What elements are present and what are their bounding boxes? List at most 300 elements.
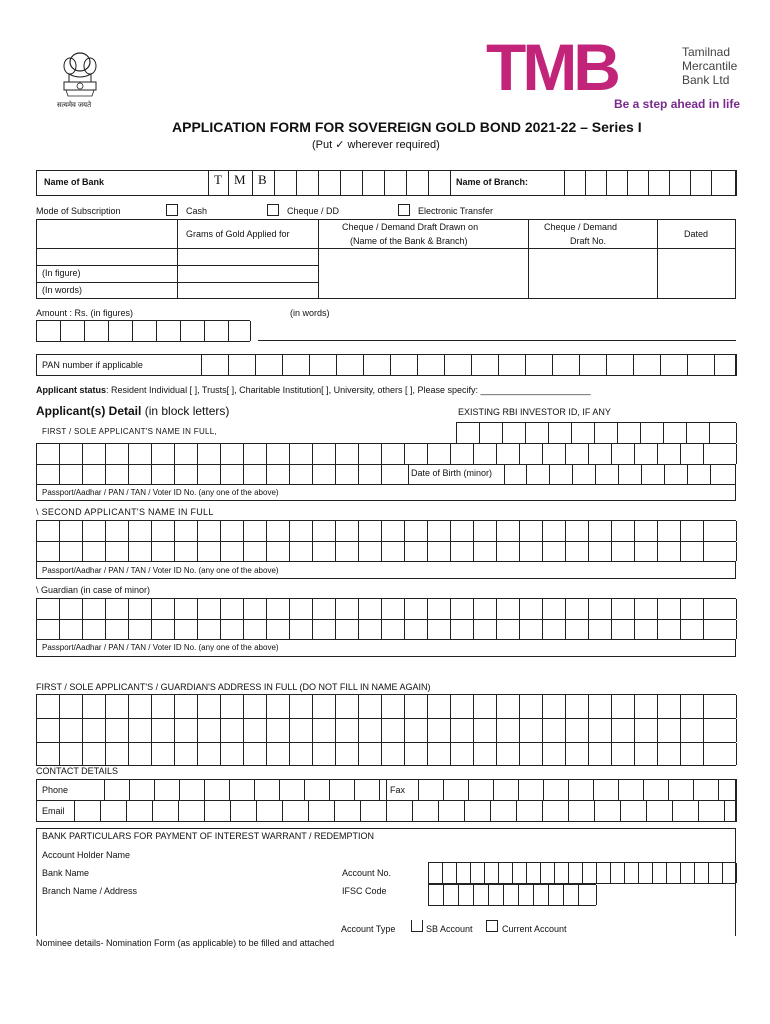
input-cell[interactable] [444,885,459,905]
input-cell[interactable] [413,800,439,822]
input-cell[interactable] [649,170,670,196]
input-cell[interactable] [419,779,444,801]
input-cell[interactable] [704,620,737,639]
input-cell[interactable] [635,620,658,639]
input-cell[interactable] [290,695,313,718]
input-cell[interactable] [569,863,583,883]
input-cell[interactable] [198,719,221,742]
input-cell[interactable] [625,863,639,883]
input-cell[interactable] [60,444,83,464]
input-cell[interactable] [130,779,155,801]
input-cell[interactable] [129,695,152,718]
input-cell[interactable] [407,171,429,195]
input-cell[interactable] [106,743,129,765]
input-cell[interactable] [459,885,474,905]
input-cell[interactable] [573,465,596,484]
input-cell[interactable] [313,542,336,561]
input-cell[interactable] [658,743,681,765]
input-cell[interactable] [595,800,621,822]
input-cell[interactable] [198,542,221,561]
input-cell[interactable] [589,743,612,765]
input-cell[interactable] [494,779,519,801]
input-cell[interactable] [520,743,543,765]
input-cell[interactable] [451,521,474,541]
input-cell[interactable] [405,542,428,561]
input-cell[interactable] [688,354,715,376]
input-cell[interactable] [704,542,737,561]
input-cell[interactable] [60,719,83,742]
input-cell[interactable] [543,444,566,464]
input-cell[interactable] [489,885,504,905]
input-cell[interactable] [37,465,60,484]
input-cell[interactable] [205,779,230,801]
input-cell[interactable] [715,354,737,376]
input-cell[interactable] [520,542,543,561]
input-cell[interactable] [612,620,635,639]
input-cell[interactable] [527,863,541,883]
input-cell[interactable] [611,863,625,883]
input-cell[interactable] [313,521,336,541]
dob-boxes[interactable] [504,464,736,485]
input-cell[interactable] [612,695,635,718]
input-cell[interactable] [382,599,405,619]
input-cell[interactable] [152,465,175,484]
input-cell[interactable] [612,542,635,561]
input-cell[interactable] [579,885,597,905]
input-cell[interactable] [597,863,611,883]
input-cell[interactable] [451,599,474,619]
input-cell[interactable] [474,599,497,619]
input-cell[interactable] [543,599,566,619]
input-cell[interactable] [175,743,198,765]
input-cell[interactable] [61,321,85,341]
input-cell[interactable] [658,599,681,619]
input-cell[interactable] [198,743,221,765]
input-cell[interactable] [667,863,681,883]
input-cell[interactable] [469,779,494,801]
input-cell[interactable] [712,170,737,196]
input-cell[interactable] [359,743,382,765]
input-cell[interactable] [491,800,517,822]
input-cell[interactable] [704,695,737,718]
input-cell[interactable] [520,599,543,619]
input-cell[interactable] [363,171,385,195]
input-cell[interactable] [205,321,229,341]
input-cell[interactable] [83,719,106,742]
input-cell[interactable] [221,465,244,484]
input-cell[interactable] [444,779,469,801]
input-cell[interactable] [612,599,635,619]
input-cell[interactable] [152,695,175,718]
input-cell[interactable] [283,354,310,376]
input-cell[interactable] [60,465,83,484]
input-cell[interactable] [612,743,635,765]
input-cell[interactable] [305,779,330,801]
input-cell[interactable] [106,695,129,718]
input-cell[interactable] [428,521,451,541]
input-cell[interactable] [543,521,566,541]
input-cell[interactable] [641,423,664,443]
input-cell[interactable] [382,695,405,718]
input-cell[interactable] [198,444,221,464]
input-cell[interactable] [566,599,589,619]
input-cell[interactable] [290,719,313,742]
input-cell[interactable] [569,779,594,801]
input-cell[interactable] [244,444,267,464]
input-cell[interactable] [665,465,688,484]
cheque-dd-checkbox[interactable] [267,204,279,216]
input-cell[interactable] [405,695,428,718]
input-cell[interactable] [564,885,579,905]
input-cell[interactable] [566,542,589,561]
current-account-checkbox[interactable] [486,920,498,932]
input-cell[interactable] [497,719,520,742]
input-cell[interactable] [497,444,520,464]
bank-letter-box[interactable] [209,171,229,195]
input-cell[interactable] [175,695,198,718]
input-cell[interactable] [471,863,485,883]
input-cell[interactable] [364,354,391,376]
input-cell[interactable] [550,465,573,484]
input-cell[interactable] [313,695,336,718]
input-cell[interactable] [336,444,359,464]
input-cell[interactable] [497,695,520,718]
address-row-3[interactable] [36,742,736,766]
input-cell[interactable] [635,542,658,561]
input-cell[interactable] [382,465,409,484]
input-cell[interactable] [382,743,405,765]
input-cell[interactable] [704,521,737,541]
input-cell[interactable] [681,521,704,541]
input-cell[interactable] [589,521,612,541]
input-cell[interactable] [290,542,313,561]
guardian-name-row-2[interactable] [36,619,736,640]
input-cell[interactable] [37,743,60,765]
input-cell[interactable] [155,779,180,801]
input-cell[interactable] [635,521,658,541]
branch-name-boxes[interactable] [564,170,736,196]
input-cell[interactable] [569,800,595,822]
input-cell[interactable] [359,719,382,742]
input-cell[interactable] [618,423,641,443]
input-cell[interactable] [658,542,681,561]
input-cell[interactable] [589,542,612,561]
input-cell[interactable] [527,465,550,484]
input-cell[interactable] [635,444,658,464]
input-cell[interactable] [639,863,653,883]
input-cell[interactable] [244,542,267,561]
input-cell[interactable] [504,465,527,484]
input-cell[interactable] [451,444,474,464]
input-cell[interactable] [519,779,544,801]
input-cell[interactable] [451,719,474,742]
input-cell[interactable] [711,465,736,484]
input-cell[interactable] [503,423,526,443]
input-cell[interactable] [133,321,157,341]
input-cell[interactable] [359,620,382,639]
input-cell[interactable] [382,620,405,639]
input-cell[interactable] [244,521,267,541]
input-cell[interactable] [221,542,244,561]
input-cell[interactable] [520,719,543,742]
input-cell[interactable] [106,719,129,742]
input-cell[interactable] [612,444,635,464]
input-cell[interactable] [687,423,710,443]
input-cell[interactable] [257,800,283,822]
first-applicant-name-row-1[interactable] [36,443,736,464]
input-cell[interactable] [129,719,152,742]
input-cell[interactable] [175,719,198,742]
input-cell[interactable] [129,620,152,639]
second-applicant-name-row-2[interactable] [36,541,736,562]
input-cell[interactable] [359,542,382,561]
input-cell[interactable] [85,321,109,341]
input-cell[interactable] [106,465,129,484]
address-row-1[interactable] [36,694,736,718]
input-cell[interactable] [566,444,589,464]
input-cell[interactable] [589,719,612,742]
input-cell[interactable] [83,620,106,639]
input-cell[interactable] [152,599,175,619]
input-cell[interactable] [405,599,428,619]
input-cell[interactable] [497,542,520,561]
input-cell[interactable] [704,599,737,619]
input-cell[interactable] [341,171,363,195]
input-cell[interactable] [37,444,60,464]
input-cell[interactable] [221,743,244,765]
input-cell[interactable] [681,743,704,765]
input-cell[interactable] [451,743,474,765]
input-cell[interactable] [267,695,290,718]
input-cell[interactable] [175,542,198,561]
input-cell[interactable] [255,779,280,801]
input-cell[interactable] [497,620,520,639]
input-cell[interactable] [267,743,290,765]
input-cell[interactable] [221,719,244,742]
input-cell[interactable] [391,354,418,376]
input-cell[interactable] [555,863,569,883]
input-cell[interactable] [152,444,175,464]
amount-in-words-line[interactable] [258,340,736,341]
input-cell[interactable] [635,599,658,619]
input-cell[interactable] [566,620,589,639]
input-cell[interactable] [313,620,336,639]
input-cell[interactable] [595,423,618,443]
input-cell[interactable] [681,599,704,619]
input-cell[interactable] [694,779,719,801]
bank-letter-box[interactable] [253,171,275,195]
input-cell[interactable] [513,863,527,883]
input-cell[interactable] [244,599,267,619]
input-cell[interactable] [290,620,313,639]
input-cell[interactable] [152,521,175,541]
input-cell[interactable] [336,542,359,561]
input-cell[interactable] [280,779,305,801]
input-cell[interactable] [175,599,198,619]
input-cell[interactable] [520,444,543,464]
input-cell[interactable] [83,542,106,561]
input-cell[interactable] [691,170,712,196]
input-cell[interactable] [621,800,647,822]
input-cell[interactable] [543,695,566,718]
input-cell[interactable] [445,354,472,376]
input-cell[interactable] [544,779,569,801]
input-cell[interactable] [336,465,359,484]
input-cell[interactable] [428,695,451,718]
input-cell[interactable] [106,521,129,541]
input-cell[interactable] [589,620,612,639]
input-cell[interactable] [572,423,595,443]
input-cell[interactable] [566,695,589,718]
input-cell[interactable] [37,521,60,541]
input-cell[interactable] [37,599,60,619]
input-cell[interactable] [725,800,737,822]
input-cell[interactable] [309,800,335,822]
input-cell[interactable] [336,620,359,639]
input-cell[interactable] [566,743,589,765]
input-cell[interactable] [418,354,445,376]
input-cell[interactable] [635,719,658,742]
input-cell[interactable] [106,599,129,619]
input-cell[interactable] [380,779,387,801]
input-cell[interactable] [313,444,336,464]
input-cell[interactable] [382,521,405,541]
input-cell[interactable] [106,620,129,639]
input-cell[interactable] [669,779,694,801]
input-cell[interactable] [658,444,681,464]
input-cell[interactable] [37,719,60,742]
input-cell[interactable] [60,620,83,639]
input-cell[interactable] [181,321,205,341]
input-cell[interactable] [60,695,83,718]
input-cell[interactable] [517,800,543,822]
input-cell[interactable] [37,542,60,561]
input-cell[interactable] [428,542,451,561]
input-cell[interactable] [405,743,428,765]
input-cell[interactable] [520,521,543,541]
input-cell[interactable] [543,800,569,822]
input-cell[interactable] [428,620,451,639]
input-cell[interactable] [580,354,607,376]
input-cell[interactable] [681,542,704,561]
input-cell[interactable] [198,620,221,639]
input-cell[interactable] [221,620,244,639]
input-cell[interactable] [520,620,543,639]
input-cell[interactable] [127,800,153,822]
account-no-boxes[interactable] [428,862,736,884]
second-applicant-name-row-1[interactable] [36,520,736,541]
input-cell[interactable] [589,599,612,619]
input-cell[interactable] [472,354,499,376]
input-cell[interactable] [451,695,474,718]
input-cell[interactable] [129,465,152,484]
input-cell[interactable] [474,620,497,639]
input-cell[interactable] [612,719,635,742]
pan-boxes[interactable] [201,354,736,376]
input-cell[interactable] [205,800,231,822]
input-cell[interactable] [688,465,711,484]
input-cell[interactable] [658,719,681,742]
input-cell[interactable] [244,695,267,718]
input-cell[interactable] [60,599,83,619]
input-cell[interactable] [543,620,566,639]
input-cell[interactable] [607,354,634,376]
input-cell[interactable] [644,779,669,801]
input-cell[interactable] [37,321,61,341]
input-cell[interactable] [267,521,290,541]
input-cell[interactable] [290,465,313,484]
input-cell[interactable] [661,354,688,376]
input-cell[interactable] [319,171,341,195]
input-cell[interactable] [699,800,725,822]
input-cell[interactable] [109,321,133,341]
input-cell[interactable] [129,599,152,619]
input-cell[interactable] [664,423,687,443]
input-cell[interactable] [465,800,491,822]
input-cell[interactable] [474,542,497,561]
input-cell[interactable] [267,719,290,742]
input-cell[interactable] [504,885,519,905]
bank-letter-box[interactable] [229,171,253,195]
input-cell[interactable] [709,863,723,883]
input-cell[interactable] [519,885,534,905]
input-cell[interactable] [526,423,549,443]
input-cell[interactable] [310,354,337,376]
first-applicant-name-row-2[interactable] [36,464,408,485]
input-cell[interactable] [175,521,198,541]
input-cell[interactable] [75,800,101,822]
input-cell[interactable] [549,423,572,443]
input-cell[interactable] [152,743,175,765]
input-cell[interactable] [359,444,382,464]
input-cell[interactable] [428,719,451,742]
input-cell[interactable] [106,444,129,464]
input-cell[interactable] [405,719,428,742]
input-cell[interactable] [336,599,359,619]
input-cell[interactable] [275,171,297,195]
input-cell[interactable] [710,423,737,443]
input-cell[interactable] [589,444,612,464]
input-cell[interactable] [313,465,336,484]
input-cell[interactable] [267,542,290,561]
input-cell[interactable] [586,170,607,196]
input-cell[interactable] [221,695,244,718]
input-cell[interactable] [653,863,667,883]
input-cell[interactable] [83,465,106,484]
input-cell[interactable] [198,521,221,541]
input-cell[interactable] [335,800,361,822]
input-cell[interactable] [355,779,380,801]
input-cell[interactable] [152,719,175,742]
input-cell[interactable] [221,599,244,619]
input-cell[interactable] [428,743,451,765]
input-cell[interactable] [704,444,737,464]
electronic-transfer-checkbox[interactable] [398,204,410,216]
input-cell[interactable] [443,863,457,883]
input-cell[interactable] [681,620,704,639]
fax-boxes[interactable] [418,779,736,801]
input-cell[interactable] [37,620,60,639]
amount-figure-boxes[interactable] [36,320,250,342]
email-boxes[interactable] [74,800,736,822]
input-cell[interactable] [723,863,737,883]
input-cell[interactable] [497,743,520,765]
input-cell[interactable] [37,695,60,718]
input-cell[interactable] [428,599,451,619]
input-cell[interactable] [612,521,635,541]
phone-boxes[interactable] [104,779,386,801]
input-cell[interactable] [283,800,309,822]
